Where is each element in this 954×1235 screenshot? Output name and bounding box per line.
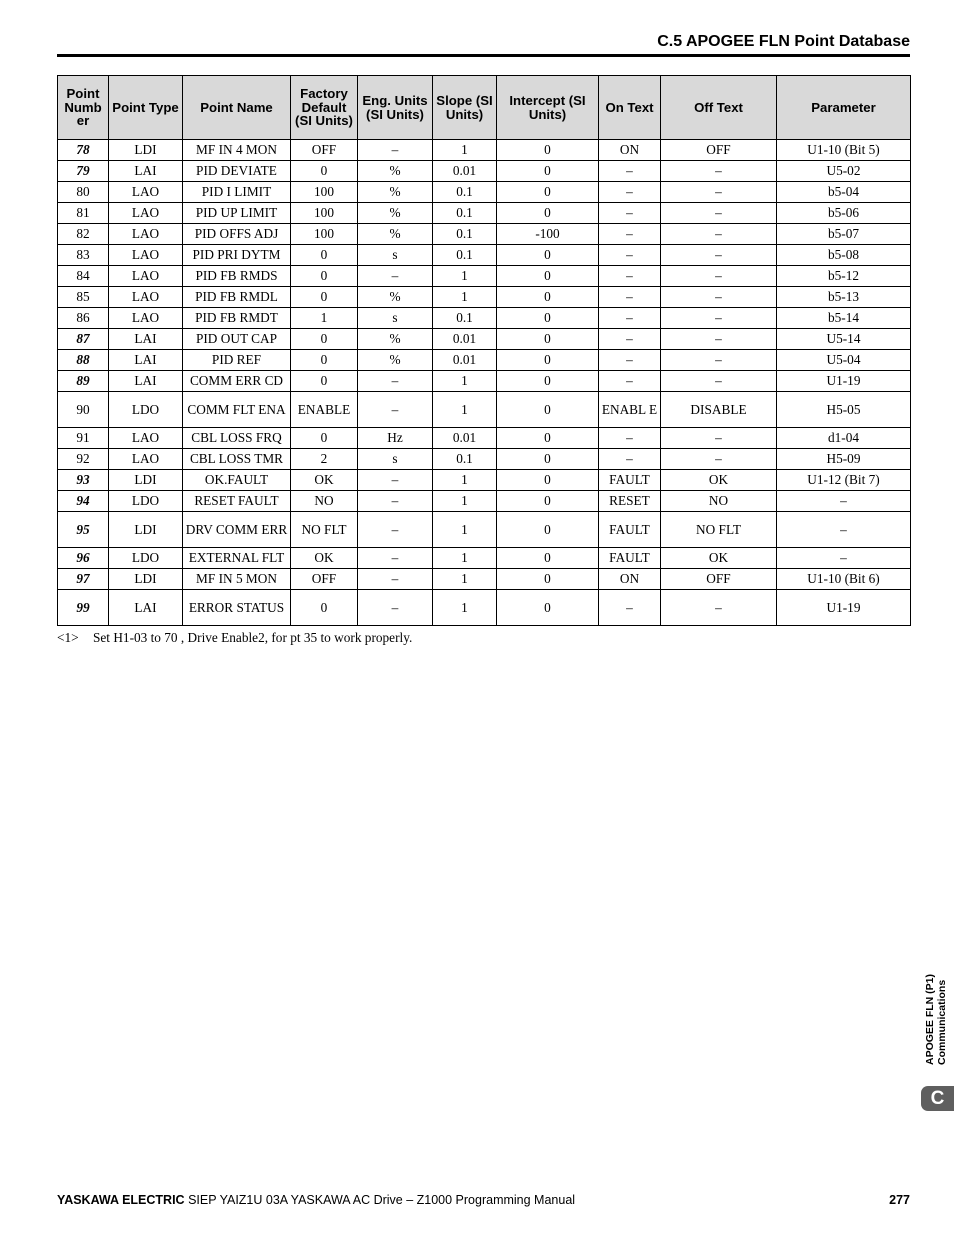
point-database-table (57, 75, 911, 626)
factory-default-cell: OK (291, 548, 358, 569)
on-text-cell: FAULT (599, 512, 661, 548)
slope-cell: 0.1 (433, 449, 497, 470)
eng-units-cell: Hz (358, 428, 433, 449)
eng-units-cell: s (358, 308, 433, 329)
slope-cell: 1 (433, 266, 497, 287)
header-point-type: Point Type (109, 76, 183, 140)
parameter-cell: b5-08 (777, 245, 911, 266)
slope-cell: 1 (433, 140, 497, 161)
eng-units-cell: s (358, 449, 433, 470)
footnote-mark: <1> (57, 630, 79, 645)
on-text-cell: – (599, 329, 661, 350)
intercept-cell: -100 (497, 224, 599, 245)
factory-default-cell: 100 (291, 203, 358, 224)
intercept-cell: 0 (497, 428, 599, 449)
table-row (58, 182, 911, 203)
on-text-cell: ON (599, 140, 661, 161)
point-name-cell: PID FB RMDT (183, 308, 291, 329)
table-row (58, 491, 911, 512)
side-tab-line2: Communications (936, 979, 948, 1065)
parameter-cell: U1-10 (Bit 6) (777, 569, 911, 590)
header-parameter: Parameter (777, 76, 911, 140)
point-type-cell: LDO (109, 491, 183, 512)
off-text-cell: – (661, 308, 777, 329)
parameter-cell: – (777, 512, 911, 548)
intercept-cell: 0 (497, 590, 599, 626)
off-text-cell: – (661, 245, 777, 266)
parameter-cell: b5-06 (777, 203, 911, 224)
factory-default-cell: OK (291, 470, 358, 491)
slope-cell: 1 (433, 548, 497, 569)
parameter-cell: b5-12 (777, 266, 911, 287)
on-text-cell: – (599, 245, 661, 266)
slope-cell: 0.01 (433, 329, 497, 350)
point-name-cell: PID I LIMIT (183, 182, 291, 203)
on-text-cell: – (599, 203, 661, 224)
footer-text: SIEP YAIZ1U 03A YASKAWA AC Drive – Z1000 Programming Manual (188, 1193, 576, 1207)
table-row (58, 548, 911, 569)
on-text-cell: – (599, 449, 661, 470)
parameter-cell: b5-14 (777, 308, 911, 329)
factory-default-cell: 0 (291, 350, 358, 371)
eng-units-cell: % (358, 161, 433, 182)
off-text-cell: OK (661, 470, 777, 491)
point-type-cell: LAO (109, 449, 183, 470)
parameter-cell: b5-07 (777, 224, 911, 245)
point-number-cell: 88 (58, 350, 109, 371)
parameter-cell: U5-02 (777, 161, 911, 182)
parameter-cell: H5-09 (777, 449, 911, 470)
table-row (58, 308, 911, 329)
point-number-cell: 90 (58, 392, 109, 428)
slope-cell: 0.1 (433, 308, 497, 329)
point-number-cell: 91 (58, 428, 109, 449)
footnote (57, 630, 412, 646)
point-name-cell: EXTERNAL FLT (183, 548, 291, 569)
off-text-cell: NO (661, 491, 777, 512)
on-text-cell: – (599, 266, 661, 287)
point-name-cell: PID REF (183, 350, 291, 371)
off-text-cell: OK (661, 548, 777, 569)
intercept-cell: 0 (497, 203, 599, 224)
eng-units-cell: % (358, 203, 433, 224)
point-name-cell: PID PRI DYTM (183, 245, 291, 266)
parameter-cell: d1-04 (777, 428, 911, 449)
point-type-cell: LDO (109, 392, 183, 428)
point-number-cell: 92 (58, 449, 109, 470)
appendix-tab[interactable]: C (921, 1086, 954, 1111)
point-type-cell: LAI (109, 329, 183, 350)
eng-units-cell: – (358, 512, 433, 548)
slope-cell: 1 (433, 569, 497, 590)
off-text-cell: OFF (661, 569, 777, 590)
point-number-cell: 89 (58, 371, 109, 392)
point-name-cell: DRV COMM ERR (183, 512, 291, 548)
slope-cell: 1 (433, 287, 497, 308)
point-type-cell: LAI (109, 371, 183, 392)
point-name-cell: PID OFFS ADJ (183, 224, 291, 245)
factory-default-cell: 0 (291, 428, 358, 449)
intercept-cell: 0 (497, 449, 599, 470)
point-type-cell: LAI (109, 161, 183, 182)
table-row (58, 392, 911, 428)
point-name-cell: COMM ERR CD (183, 371, 291, 392)
eng-units-cell: – (358, 140, 433, 161)
point-number-cell: 79 (58, 161, 109, 182)
eng-units-cell: % (358, 224, 433, 245)
point-type-cell: LDI (109, 470, 183, 491)
table-row (58, 371, 911, 392)
parameter-cell: U5-04 (777, 350, 911, 371)
eng-units-cell: % (358, 350, 433, 371)
on-text-cell: – (599, 350, 661, 371)
on-text-cell: – (599, 287, 661, 308)
table-row (58, 203, 911, 224)
off-text-cell: OFF (661, 140, 777, 161)
header-slope: Slope (SI Units) (433, 76, 497, 140)
slope-cell: 0.1 (433, 182, 497, 203)
intercept-cell: 0 (497, 350, 599, 371)
point-number-cell: 84 (58, 266, 109, 287)
point-number-cell: 82 (58, 224, 109, 245)
point-number-cell: 83 (58, 245, 109, 266)
point-type-cell: LAO (109, 428, 183, 449)
intercept-cell: 0 (497, 182, 599, 203)
table-row (58, 350, 911, 371)
slope-cell: 0.01 (433, 161, 497, 182)
on-text-cell: – (599, 590, 661, 626)
off-text-cell: – (661, 590, 777, 626)
off-text-cell: NO FLT (661, 512, 777, 548)
intercept-cell: 0 (497, 569, 599, 590)
table-row (58, 245, 911, 266)
on-text-cell: – (599, 161, 661, 182)
on-text-cell: – (599, 224, 661, 245)
eng-units-cell: s (358, 245, 433, 266)
off-text-cell: – (661, 371, 777, 392)
eng-units-cell: – (358, 590, 433, 626)
footer-brand: YASKAWA ELECTRIC (57, 1193, 185, 1207)
parameter-cell: H5-05 (777, 392, 911, 428)
point-type-cell: LDI (109, 512, 183, 548)
slope-cell: 0.01 (433, 350, 497, 371)
factory-default-cell: 0 (291, 590, 358, 626)
off-text-cell: – (661, 203, 777, 224)
header-point-number: Point Numb er (58, 76, 109, 140)
intercept-cell: 0 (497, 161, 599, 182)
off-text-cell: – (661, 161, 777, 182)
header-intercept: Intercept (SI Units) (497, 76, 599, 140)
on-text-cell: FAULT (599, 470, 661, 491)
on-text-cell: RESET (599, 491, 661, 512)
eng-units-cell: – (358, 470, 433, 491)
table-row (58, 287, 911, 308)
table-row (58, 569, 911, 590)
slope-cell: 0.1 (433, 245, 497, 266)
table-row (58, 266, 911, 287)
intercept-cell: 0 (497, 470, 599, 491)
header-on-text: On Text (599, 76, 661, 140)
point-type-cell: LAI (109, 590, 183, 626)
eng-units-cell: % (358, 329, 433, 350)
intercept-cell: 0 (497, 308, 599, 329)
point-type-cell: LDO (109, 548, 183, 569)
side-tab-line1: APOGEE FLN (P1) (924, 973, 936, 1065)
header-eng-units: Eng. Units (SI Units) (358, 76, 433, 140)
eng-units-cell: – (358, 548, 433, 569)
point-name-cell: ERROR STATUS (183, 590, 291, 626)
slope-cell: 1 (433, 470, 497, 491)
factory-default-cell: 0 (291, 161, 358, 182)
slope-cell: 0.1 (433, 224, 497, 245)
off-text-cell: – (661, 287, 777, 308)
on-text-cell: ENABL E (599, 392, 661, 428)
table-row (58, 161, 911, 182)
intercept-cell: 0 (497, 245, 599, 266)
slope-cell: 0.01 (433, 428, 497, 449)
point-number-cell: 94 (58, 491, 109, 512)
eng-units-cell: – (358, 491, 433, 512)
header-rule (57, 54, 910, 57)
point-number-cell: 86 (58, 308, 109, 329)
factory-default-cell: ENABLE (291, 392, 358, 428)
table-row (58, 224, 911, 245)
intercept-cell: 0 (497, 140, 599, 161)
point-number-cell: 78 (58, 140, 109, 161)
table-row (58, 140, 911, 161)
slope-cell: 1 (433, 392, 497, 428)
eng-units-cell: – (358, 392, 433, 428)
point-name-cell: OK.FAULT (183, 470, 291, 491)
parameter-cell: U1-12 (Bit 7) (777, 470, 911, 491)
parameter-cell: U1-19 (777, 371, 911, 392)
point-name-cell: PID FB RMDS (183, 266, 291, 287)
off-text-cell: – (661, 224, 777, 245)
factory-default-cell: 0 (291, 266, 358, 287)
factory-default-cell: 1 (291, 308, 358, 329)
off-text-cell: DISABLE (661, 392, 777, 428)
factory-default-cell: OFF (291, 569, 358, 590)
intercept-cell: 0 (497, 491, 599, 512)
point-type-cell: LAO (109, 287, 183, 308)
eng-units-cell: – (358, 266, 433, 287)
factory-default-cell: 0 (291, 287, 358, 308)
point-number-cell: 97 (58, 569, 109, 590)
factory-default-cell: 100 (291, 224, 358, 245)
side-tab-label (920, 965, 952, 1065)
parameter-cell: – (777, 491, 911, 512)
point-name-cell: PID OUT CAP (183, 329, 291, 350)
off-text-cell: – (661, 266, 777, 287)
factory-default-cell: 0 (291, 329, 358, 350)
parameter-cell: b5-04 (777, 182, 911, 203)
point-type-cell: LDI (109, 569, 183, 590)
off-text-cell: – (661, 428, 777, 449)
point-type-cell: LAO (109, 266, 183, 287)
point-number-cell: 80 (58, 182, 109, 203)
point-name-cell: PID FB RMDL (183, 287, 291, 308)
factory-default-cell: NO FLT (291, 512, 358, 548)
intercept-cell: 0 (497, 392, 599, 428)
parameter-cell: b5-13 (777, 287, 911, 308)
parameter-cell: U1-19 (777, 590, 911, 626)
parameter-cell: – (777, 548, 911, 569)
intercept-cell: 0 (497, 287, 599, 308)
slope-cell: 1 (433, 371, 497, 392)
header-factory-default: Factory Default (SI Units) (291, 76, 358, 140)
table-row (58, 428, 911, 449)
intercept-cell: 0 (497, 266, 599, 287)
header-point-name: Point Name (183, 76, 291, 140)
point-type-cell: LAO (109, 308, 183, 329)
slope-cell: 0.1 (433, 203, 497, 224)
point-name-cell: MF IN 4 MON (183, 140, 291, 161)
eng-units-cell: – (358, 371, 433, 392)
factory-default-cell: NO (291, 491, 358, 512)
on-text-cell: ON (599, 569, 661, 590)
eng-units-cell: % (358, 287, 433, 308)
page-number: 277 (889, 1193, 910, 1207)
point-number-cell: 81 (58, 203, 109, 224)
point-name-cell: PID UP LIMIT (183, 203, 291, 224)
on-text-cell: – (599, 371, 661, 392)
section-title: C.5 APOGEE FLN Point Database (657, 33, 910, 50)
intercept-cell: 0 (497, 512, 599, 548)
intercept-cell: 0 (497, 548, 599, 569)
off-text-cell: – (661, 449, 777, 470)
slope-cell: 1 (433, 590, 497, 626)
table-row (58, 329, 911, 350)
point-type-cell: LAI (109, 350, 183, 371)
header-off-text: Off Text (661, 76, 777, 140)
point-type-cell: LAO (109, 182, 183, 203)
page-footer (57, 1193, 910, 1207)
point-number-cell: 96 (58, 548, 109, 569)
intercept-cell: 0 (497, 329, 599, 350)
table-header-row (58, 76, 911, 140)
point-type-cell: LAO (109, 224, 183, 245)
point-name-cell: PID DEVIATE (183, 161, 291, 182)
point-number-cell: 85 (58, 287, 109, 308)
off-text-cell: – (661, 182, 777, 203)
parameter-cell: U5-14 (777, 329, 911, 350)
parameter-cell: U1-10 (Bit 5) (777, 140, 911, 161)
point-name-cell: CBL LOSS TMR (183, 449, 291, 470)
point-name-cell: CBL LOSS FRQ (183, 428, 291, 449)
point-number-cell: 93 (58, 470, 109, 491)
point-number-cell: 87 (58, 329, 109, 350)
point-type-cell: LDI (109, 140, 183, 161)
table-row (58, 470, 911, 491)
factory-default-cell: 0 (291, 245, 358, 266)
table-row (58, 512, 911, 548)
point-name-cell: COMM FLT ENA (183, 392, 291, 428)
point-name-cell: RESET FAULT (183, 491, 291, 512)
table-row (58, 590, 911, 626)
point-type-cell: LAO (109, 245, 183, 266)
factory-default-cell: OFF (291, 140, 358, 161)
on-text-cell: – (599, 428, 661, 449)
footnote-text: Set H1-03 to 70 , Drive Enable2, for pt 35 to work properly. (93, 630, 413, 645)
slope-cell: 1 (433, 491, 497, 512)
off-text-cell: – (661, 329, 777, 350)
point-number-cell: 99 (58, 590, 109, 626)
point-name-cell: MF IN 5 MON (183, 569, 291, 590)
on-text-cell: – (599, 182, 661, 203)
point-number-cell: 95 (58, 512, 109, 548)
factory-default-cell: 0 (291, 371, 358, 392)
on-text-cell: – (599, 308, 661, 329)
eng-units-cell: % (358, 182, 433, 203)
factory-default-cell: 100 (291, 182, 358, 203)
on-text-cell: FAULT (599, 548, 661, 569)
eng-units-cell: – (358, 569, 433, 590)
point-type-cell: LAO (109, 203, 183, 224)
intercept-cell: 0 (497, 371, 599, 392)
factory-default-cell: 2 (291, 449, 358, 470)
off-text-cell: – (661, 350, 777, 371)
table-row (58, 449, 911, 470)
slope-cell: 1 (433, 512, 497, 548)
